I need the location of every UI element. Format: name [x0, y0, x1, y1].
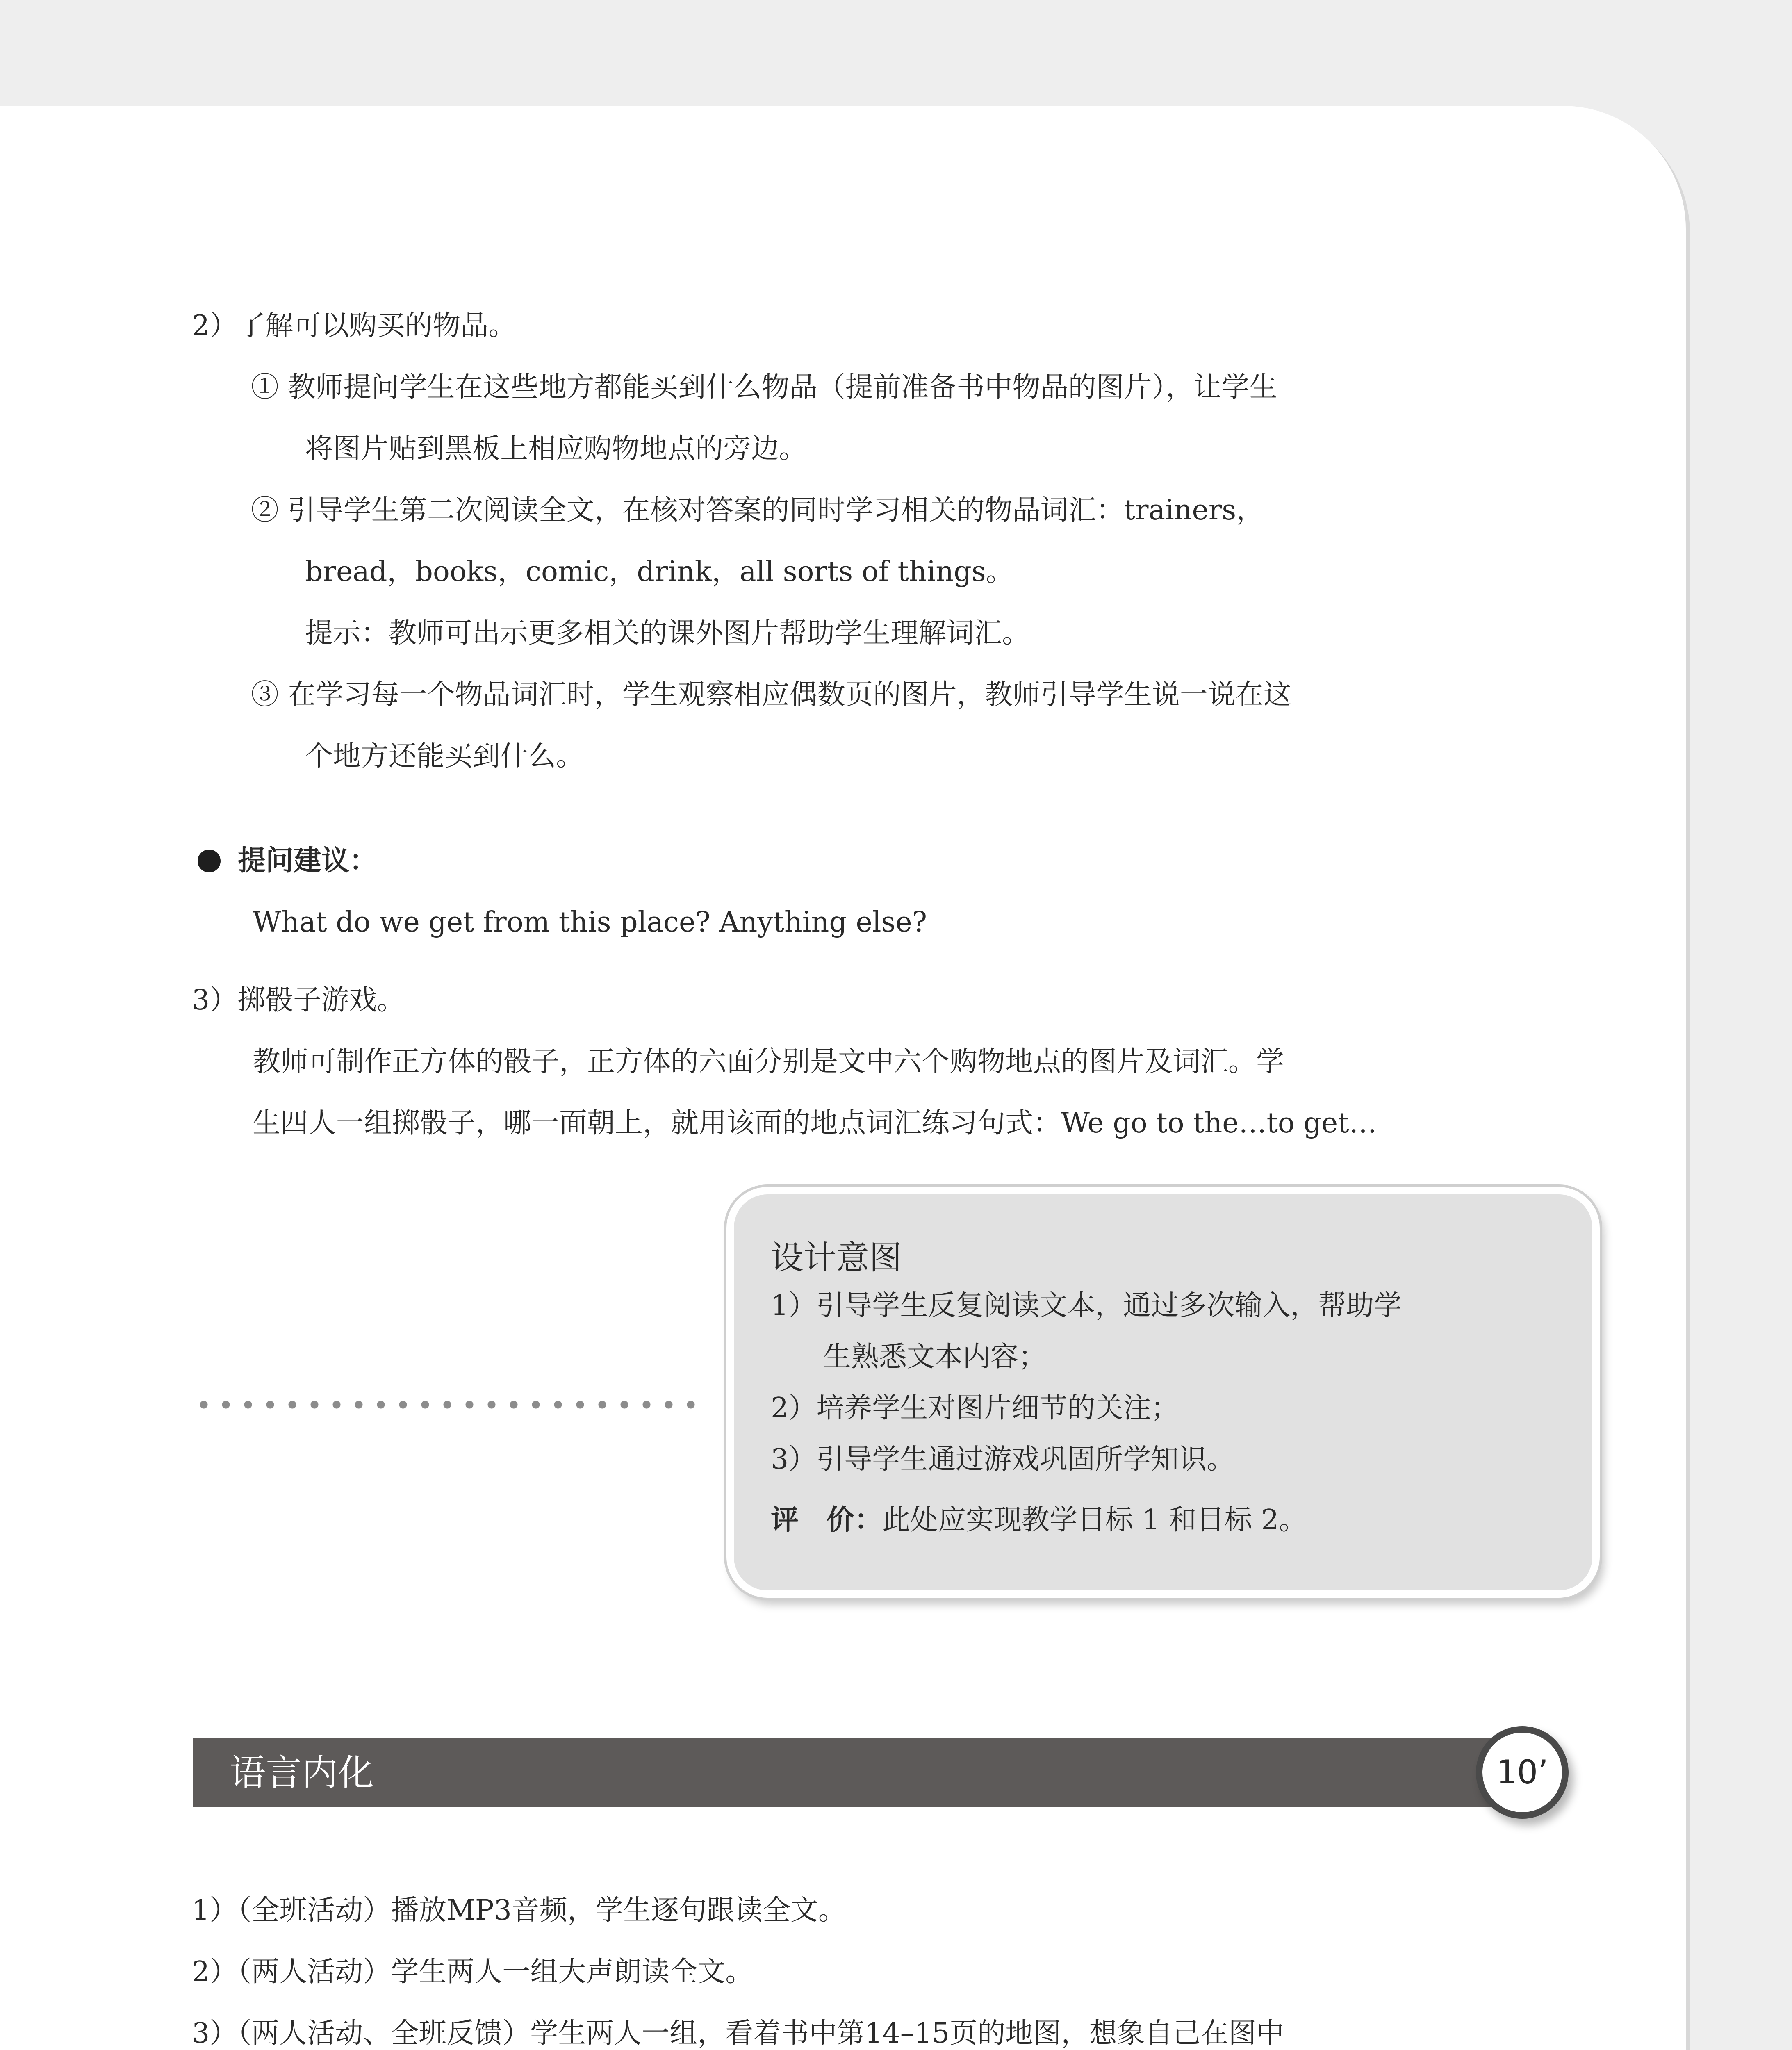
part2-item1-line2: 将图片贴到黑板上相应购物地点的旁边。: [305, 433, 807, 465]
part2-item2-line1: ② 引导学生第二次阅读全文，在核对答案的同时学习相关的物品词汇：trainers，: [251, 494, 1264, 526]
section-title: 语言内化: [230, 1752, 374, 1794]
part2-item3-line2: 个地方还能买到什么。: [305, 740, 584, 772]
design-intent-title: 设计意图: [771, 1239, 902, 1277]
evaluation-label: 评 价：: [771, 1504, 883, 1536]
design-intent-item1-line1: 1）引导学生反复阅读文本，通过多次输入，帮助学: [771, 1289, 1402, 1322]
design-intent-box: [726, 1187, 1600, 1598]
part3-line2: 生四人一组掷骰子，哪一面朝上，就用该面的地点词汇练习句式：We go to the…to get…: [253, 1107, 1377, 1139]
internalization-item1: 1）（全班活动）播放MP3音频，学生逐句跟读全文。: [192, 1894, 846, 1927]
bullet-icon: [198, 850, 221, 872]
internalization-item3-line1: 3）（两人活动、全班反馈）学生两人一组，看着书中第14–15页的地图，想象自己在图中: [192, 2017, 1284, 2050]
question-suggestion-text: What do we get from this place? Anything else?: [253, 906, 927, 938]
evaluation-line: [771, 1500, 1307, 1541]
design-intent-item2: 2）培养学生对图片细节的关注；: [771, 1392, 1179, 1424]
internalization-item2: 2）（两人活动）学生两人一组大声朗读全文。: [192, 1956, 754, 1988]
part2-heading: 2）了解可以购买的物品。: [192, 310, 517, 342]
evaluation-text: 此处应实现教学目标 1 和目标 2。: [882, 1504, 1307, 1536]
part3-line1: 教师可制作正方体的骰子，正方体的六面分别是文中六个购物地点的图片及词汇。学: [253, 1046, 1284, 1078]
question-suggestion-label: 提问建议：: [238, 845, 378, 877]
dotted-connector: [193, 1400, 701, 1409]
section-header-bar: [193, 1738, 1546, 1807]
design-intent-item3: 3）引导学生通过游戏巩固所学知识。: [771, 1443, 1235, 1476]
part2-item3-line1: ③ 在学习每一个物品词汇时，学生观察相应偶数页的图片，教师引导学生说一说在这: [251, 679, 1291, 711]
design-intent-item1-line2: 生熟悉文本内容；: [823, 1341, 1047, 1373]
part2-item2-line2: bread，books，comic，drink，all sorts of things。: [305, 556, 1014, 588]
part2-item1-line1: ① 教师提问学生在这些地方都能买到什么物品（提前准备书中物品的图片），让学生: [251, 371, 1277, 403]
part3-heading: 3）掷骰子游戏。: [192, 984, 405, 1016]
part2-item2-tip: 提示：教师可出示更多相关的课外图片帮助学生理解词汇。: [305, 617, 1030, 649]
section-time-badge: 10’: [1476, 1726, 1569, 1819]
